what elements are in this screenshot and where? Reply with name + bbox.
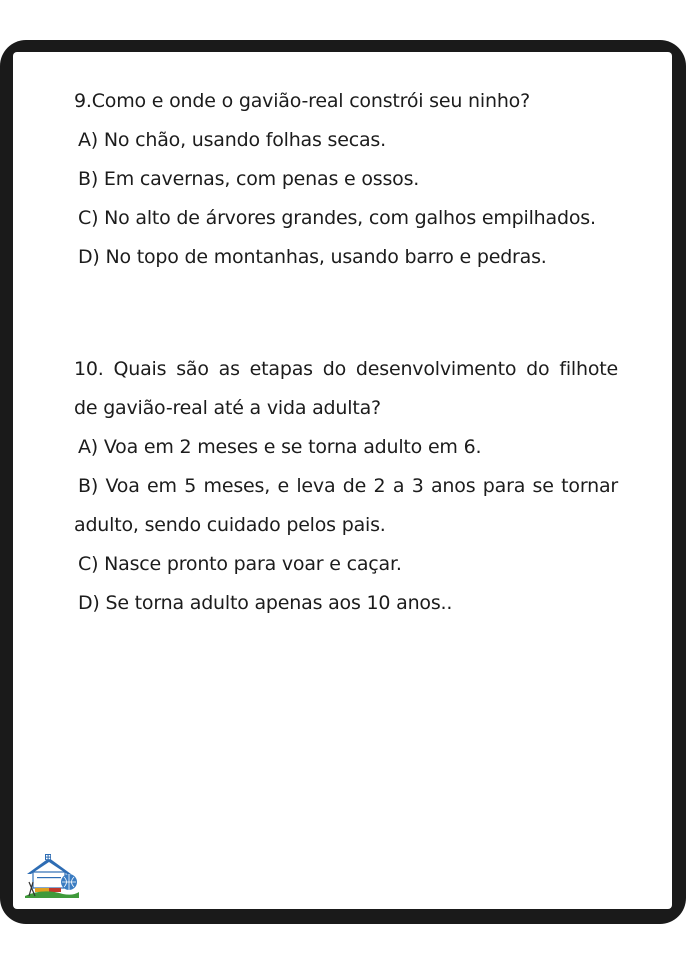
school-house-logo-icon (23, 852, 81, 902)
question-9-option-a: A) No chão, usando folhas secas. (78, 129, 386, 151)
question-10-prompt-line-1: 10. Quais são as etapas do desenvolvimento do filhote (74, 358, 618, 380)
question-10-option-d: D) Se torna adulto apenas aos 10 anos.. (78, 592, 453, 614)
question-9 (74, 82, 618, 277)
question-9-prompt: 9.Como e onde o gavião-real constrói seu ninho? (74, 90, 530, 112)
worksheet-content (74, 82, 618, 623)
question-spacer (74, 277, 618, 350)
question-10-option-a: A) Voa em 2 meses e se torna adulto em 6. (78, 436, 482, 458)
question-9-option-c: C) No alto de árvores grandes, com galhos empilhados. (78, 207, 596, 229)
page-frame (0, 40, 686, 924)
question-10-option-b-continued: adulto, sendo cuidado pelos pais. (74, 514, 386, 536)
question-9-option-b: B) Em cavernas, com penas e ossos. (78, 168, 420, 190)
question-10-option-c: C) Nasce pronto para voar e caçar. (78, 553, 402, 575)
question-10 (74, 350, 618, 623)
question-10-prompt-line-2: de gavião-real até a vida adulta? (74, 397, 381, 419)
question-10-option-b: B) Voa em 5 meses, e leva de 2 a 3 anos para se tornar (78, 475, 618, 497)
worksheet-page (13, 52, 672, 909)
question-9-option-d: D) No topo de montanhas, usando barro e pedras. (78, 246, 547, 268)
